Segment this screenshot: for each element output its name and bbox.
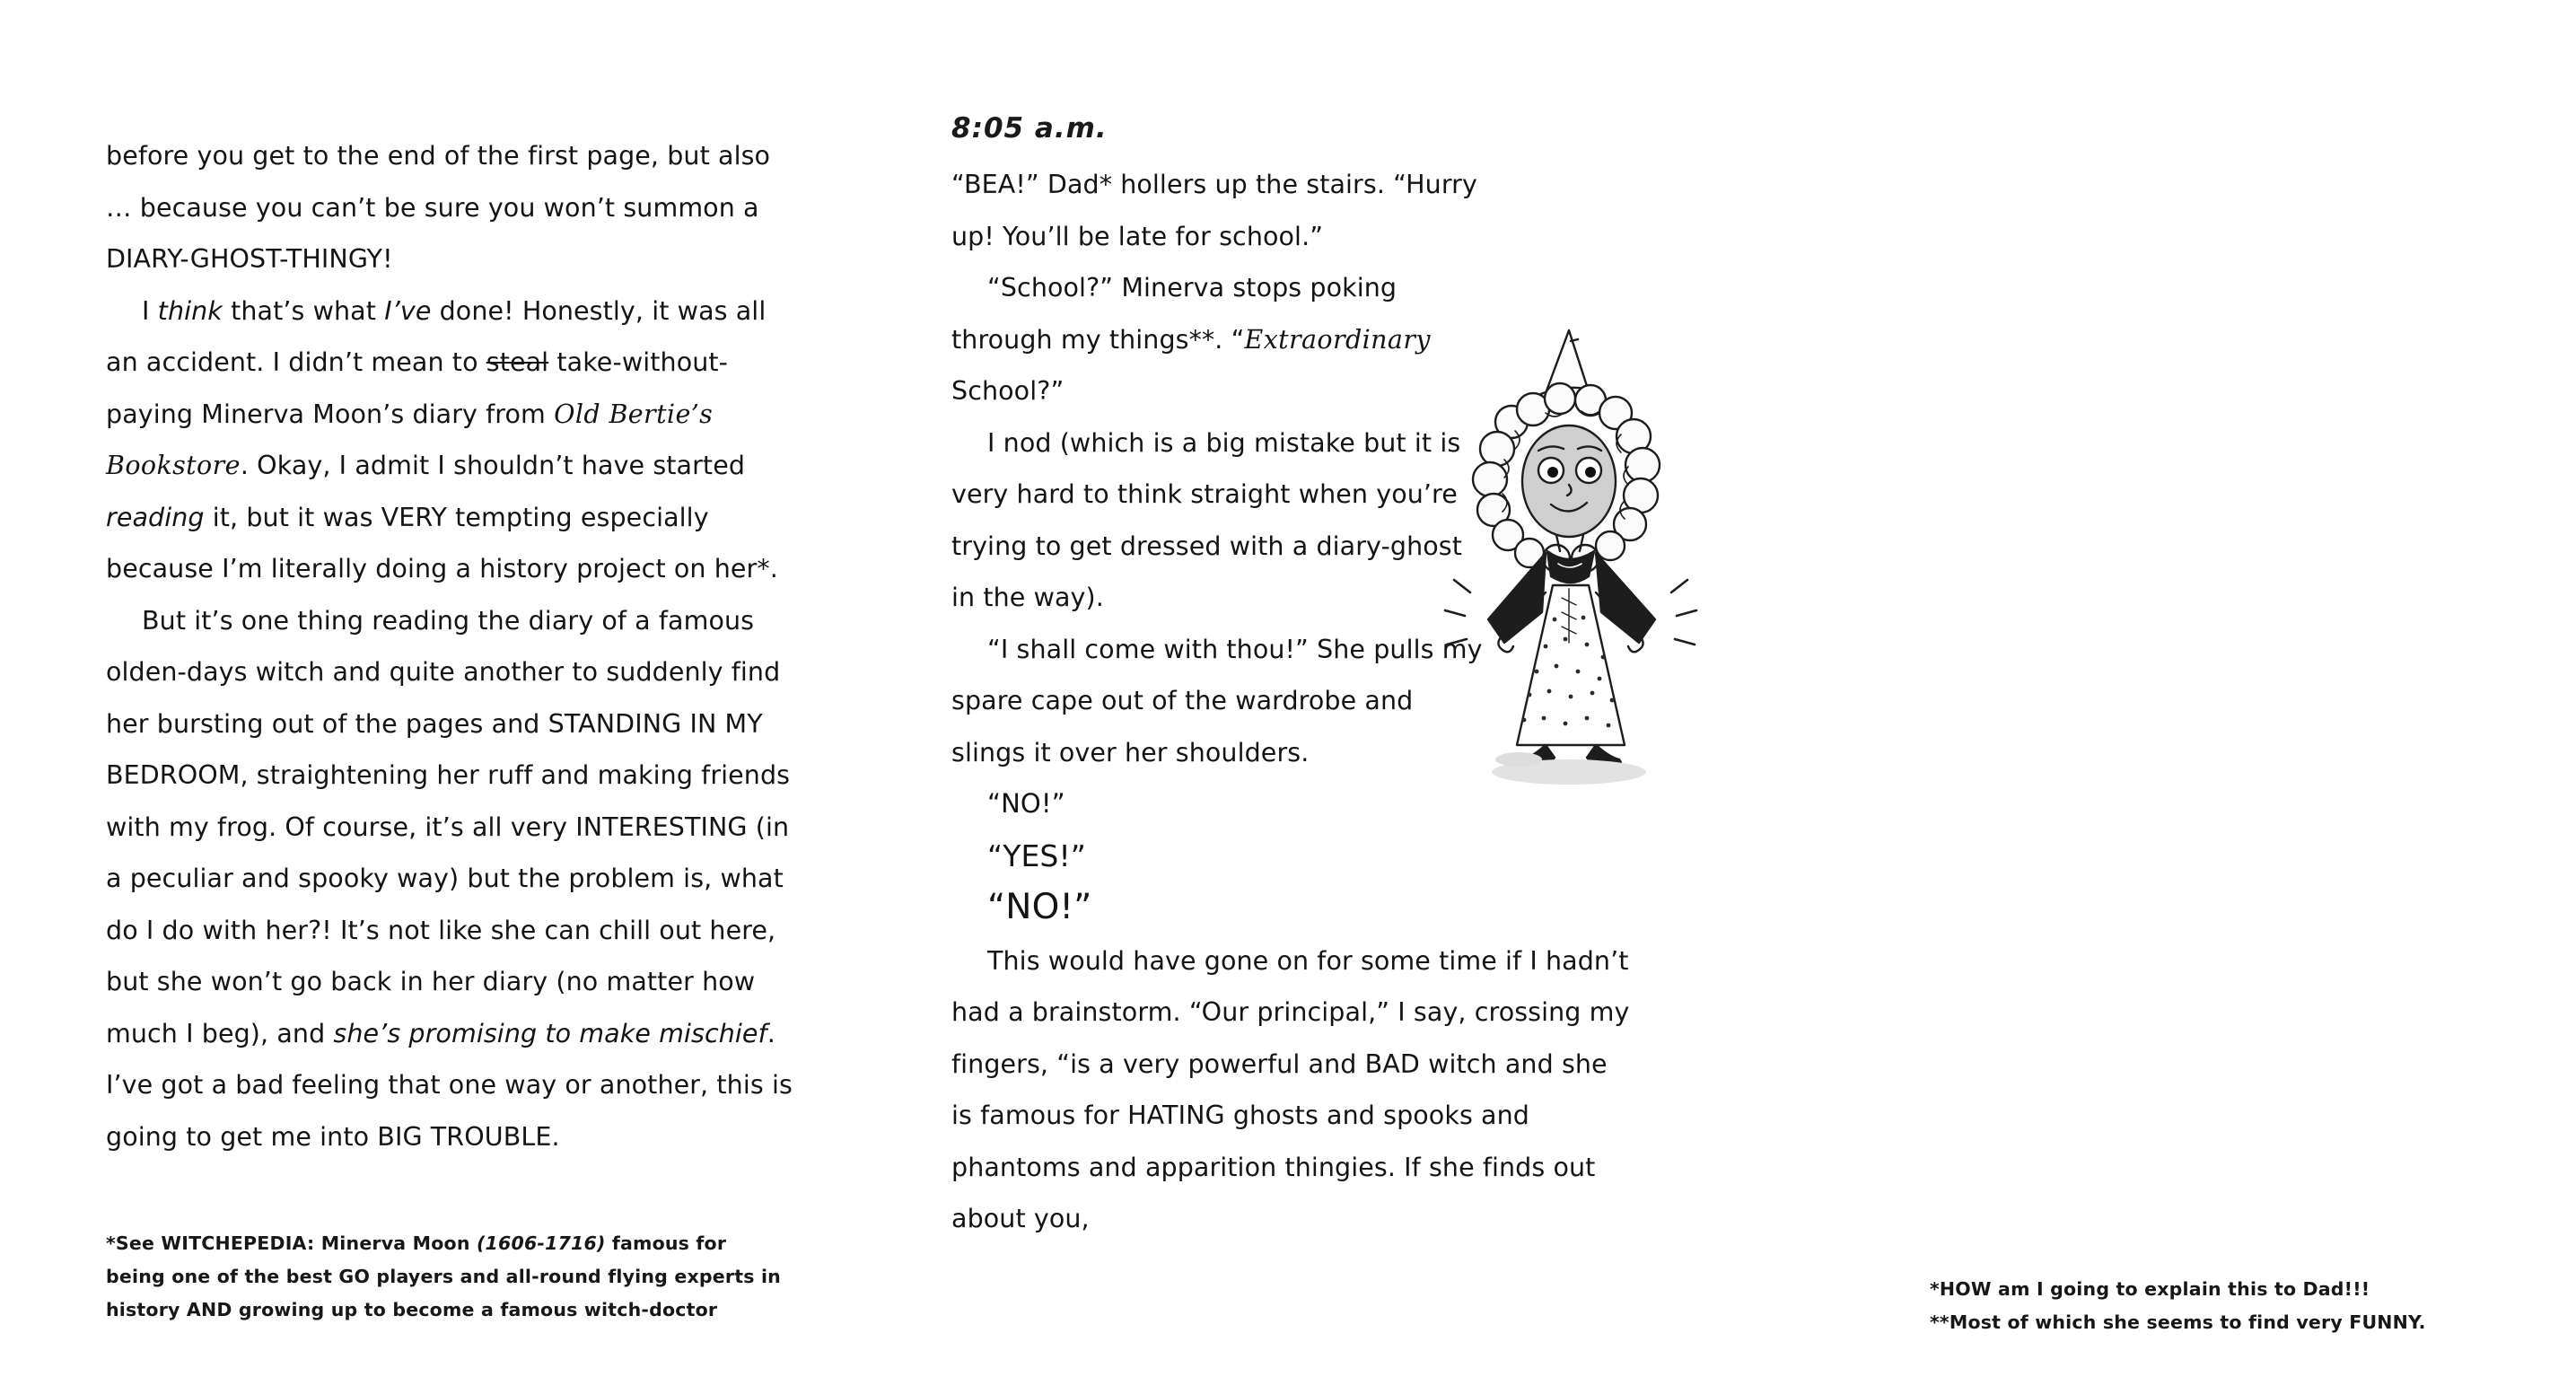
footnote-line-2	[1930, 1306, 2576, 1339]
right-page-body	[951, 159, 1490, 934]
shout-line: “NO!”	[987, 887, 1092, 927]
paragraph	[106, 130, 799, 285]
paragraph-text: “I shall come with thou!” She pulls my spare cape out of the wardrobe and slings it over her shoulders.	[951, 634, 1483, 767]
paragraph-text: I nod (which is a big mistake but it is very hard to think straight when you’re trying to get dressed with a diary-ghost in the way).	[951, 427, 1463, 612]
left-page	[0, 0, 898, 1377]
paragraph: But it’s one thing reading the diary of a famous olden-days witch and quite another to suddenly find her bursting out of the pages and STANDING IN MY BEDROOM, straightening her ruff and making friends with my frog. Of course, it’s all very INTERESTING (in a peculiar and spooky way) but the problem is, what do I do with her?! It’s not like she can chill out here, but she won’t go back in her diary (no matter how much I beg), and she’s promising to make mischief. I’ve got a bad feeling that one way or another, this is going to get me into BIG TROUBLE.	[106, 605, 793, 1152]
shout-line: “NO!”	[987, 788, 1065, 819]
paragraph	[951, 624, 1490, 779]
paragraph: “School?” Minerva stops poking through my things**. “Extraordinary School?”	[951, 273, 1431, 406]
paragraph	[951, 159, 1490, 262]
right-page	[898, 0, 2426, 1377]
footnote-text: Most of which she seems to find very FUNNY.	[1949, 1311, 2426, 1333]
paragraph: I think that’s what I’ve done! Honestly, it was all an accident. I didn’t mean to steal take-without-paying Minerva Moon’s diary from Old Bertie’s Bookstore. Okay, I admit I shouldn’t have started reading it, but it was VERY tempting especially because I’m literally doing a history project on her*.	[106, 295, 778, 583]
bookstore-name: Old Bertie’s Bookstore	[106, 399, 714, 480]
shout-line: “YES!”	[987, 838, 1086, 873]
paragraph-text: before you get to the end of the first page, but also … because you can’t be sure you won’t summon a DIARY-GHOST-THINGY!	[106, 141, 771, 274]
footnote: *See WITCHEPEDIA: Minerva Moon (1606-1716) famous for being one of the best GO players and all-round flying experts in history AND growing up to become a famous witch-doctor	[106, 1232, 781, 1320]
emphasis-ive: I’ve	[384, 295, 432, 326]
left-page-footnotes	[106, 1227, 788, 1327]
timestamp-heading: 8:05 a.m.	[951, 112, 1108, 145]
footnote-marker: **	[1930, 1311, 1950, 1333]
paragraph: This would have gone on for some time if I hadn’t had a brainstorm. “Our principal,” I say, crossing my fingers, “is a very powerful and BAD witch and she is famous for HATING ghosts and spooks and phantoms and apparition thingies. If she finds out about you,	[951, 945, 1630, 1233]
paragraph-text: “BEA!” Dad* hollers up the stairs. “Hurry up! You’ll be late for school.”	[951, 170, 1477, 251]
footnote-text: HOW am I going to explain this to Dad!!!	[1939, 1278, 2370, 1300]
emphasis-think: think	[157, 295, 223, 326]
right-page-closing	[951, 935, 1634, 1245]
school-name: Extraordinary	[1244, 324, 1431, 355]
footnote-dates: (1606-1716)	[476, 1232, 606, 1254]
struck-word-steal: steal	[486, 347, 549, 377]
right-page-footnotes	[1930, 1273, 2576, 1339]
emphasis-mischief: she’s promising to make mischief	[333, 1018, 767, 1048]
left-page-body	[106, 130, 799, 1162]
footnote: *	[1930, 1278, 1940, 1300]
witch-ghost-illustration	[1411, 323, 1761, 826]
paragraph	[951, 417, 1490, 624]
emphasis-reading: reading	[106, 502, 205, 532]
